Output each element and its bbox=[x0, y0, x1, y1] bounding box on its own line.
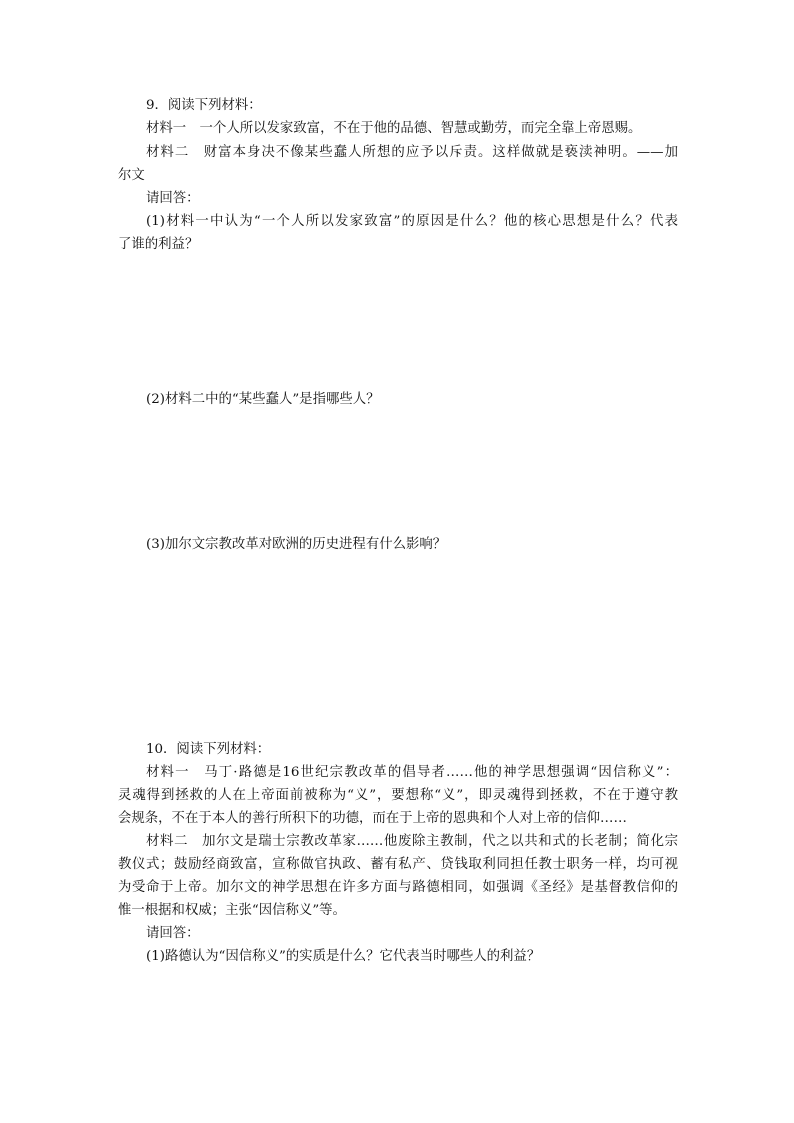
q10-title: 10．阅读下列材料： bbox=[146, 742, 271, 757]
q10-material-1-line-1: 材料一 马丁·路德是16世纪宗教改革的倡导者……他的神学思想强调“因信称义”： bbox=[146, 765, 678, 780]
q10-material-2-line-2: 教仪式；鼓励经商致富，宣称做官执政、蓄有私产、贷钱取利同担任教士职务一样，均可视 bbox=[118, 857, 678, 872]
q9-title: 9．阅读下列材料： bbox=[146, 98, 262, 113]
q9-material-2-line-1: 材料二 财富本身决不像某些蠢人所想的应予以斥责。这样做就是亵渎神明。——加 bbox=[146, 145, 678, 160]
q9-material-2-line-2: 尔文 bbox=[118, 168, 145, 183]
q10-material-2-line-3: 为受命于上帝。加尔文的神学思想在许多方面与路德相同，如强调《圣经》是基督教信仰的 bbox=[118, 880, 678, 895]
q9-subquestion-1-line-2: 了谁的利益？ bbox=[118, 237, 199, 252]
q9-subquestion-3: (3)加尔文宗教改革对欧洲的历史进程有什么影响？ bbox=[146, 537, 447, 552]
q10-material-2-line-4: 惟一根据和权威；主张“因信称义”等。 bbox=[118, 903, 346, 918]
q9-prompt: 请回答： bbox=[146, 191, 200, 206]
q9-material-1: 材料一 一个人所以发家致富，不在于他的品德、智慧或勤劳，而完全靠上帝恩赐。 bbox=[146, 121, 642, 136]
q10-material-1-line-3: 会规条，不在于本人的善行所积下的功德，而在于上帝的恩典和个人对上帝的信仰…… bbox=[118, 811, 627, 826]
q10-subquestion-1: (1)路德认为“因信称义”的实质是什么？它代表当时哪些人的利益？ bbox=[146, 949, 541, 964]
q10-material-1-line-2: 灵魂得到拯救的人在上帝面前被称为“义”，要想称“义”，即灵魂得到拯救，不在于遵守教 bbox=[118, 788, 678, 803]
q10-prompt: 请回答： bbox=[146, 926, 200, 941]
q9-subquestion-1-line-1: (1)材料一中认为“一个人所以发家致富”的原因是什么？他的核心思想是什么？代表 bbox=[146, 214, 678, 229]
q9-subquestion-2: (2)材料二中的“某些蠢人”是指哪些人？ bbox=[146, 392, 380, 407]
q10-material-2-line-1: 材料二 加尔文是瑞士宗教改革家……他废除主教制，代之以共和式的长老制；简化宗 bbox=[146, 834, 678, 849]
